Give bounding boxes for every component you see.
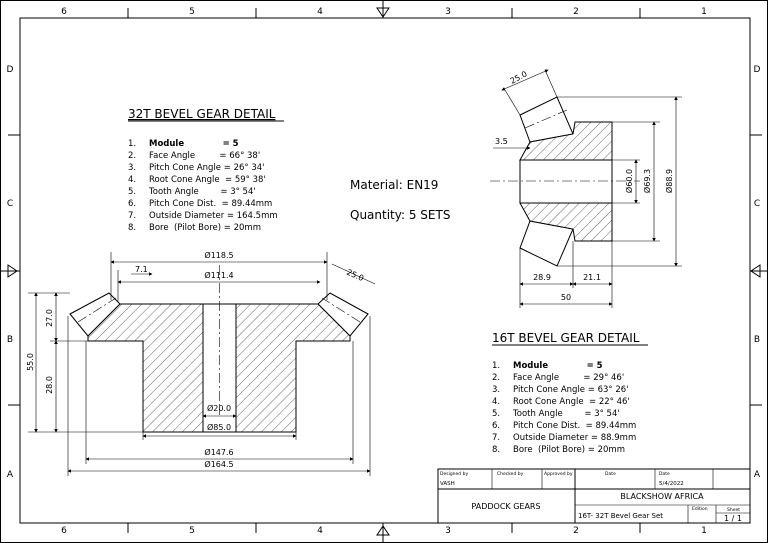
gear32-dim-d147: Ø147.6 xyxy=(204,448,234,457)
sheet-value: 1 / 1 xyxy=(724,514,742,523)
designed-by-label: Designed by xyxy=(440,472,469,477)
gear16-spec-num: 4. xyxy=(492,397,501,407)
gear16-dim-d600: Ø60.0 xyxy=(625,168,634,194)
gear16-dim-w211: 21.1 xyxy=(583,273,601,282)
gear16-spec-num: 6. xyxy=(492,421,501,431)
top-col-2: 2 xyxy=(573,7,579,17)
top-col-5: 5 xyxy=(189,7,195,17)
gear32-dim-d111: Ø111.4 xyxy=(204,271,234,280)
material-label: Material: EN19 xyxy=(350,178,439,192)
gear32-spec-num: 7. xyxy=(128,211,137,221)
gear32-spec-text: Bore (Pilot Bore) = 20mm xyxy=(149,223,261,233)
date2-label: Date xyxy=(659,472,670,477)
right-row-a: A xyxy=(753,470,761,480)
gear32-dim-d164: Ø164.5 xyxy=(204,460,234,469)
gear32-dim-slant: 25.0 xyxy=(345,267,366,284)
gear16-spec-text: Pitch Cone Dist. = 89.44mm xyxy=(513,421,637,431)
gear32-spec-num: 5. xyxy=(128,187,137,197)
gear16-spec-text: Outside Diameter = 88.9mm xyxy=(513,433,637,443)
gear32-dim-offset: 7.1 xyxy=(135,265,148,274)
gear32-dim-d118: Ø118.5 xyxy=(204,251,234,260)
right-row-b: B xyxy=(753,335,761,345)
gear16-spec-num: 1. xyxy=(492,361,501,371)
gear16-spec-num: 8. xyxy=(492,445,501,455)
right-row-d: D xyxy=(753,65,761,75)
client-name: BLACKSHOW AFRICA xyxy=(620,492,704,501)
approved-by-label: Approved by xyxy=(544,472,573,477)
date-label: Date xyxy=(605,472,616,477)
designed-by-value: VASH xyxy=(440,481,455,487)
gear16-spec-num: 5. xyxy=(492,409,501,419)
gear16-title: 16T BEVEL GEAR DETAIL xyxy=(492,331,640,345)
gear32-spec-text: Face Angle = 66° 38' xyxy=(149,151,261,161)
left-row-b: B xyxy=(6,335,14,345)
gear32-spec-text: Tooth Angle = 3° 54' xyxy=(149,187,256,197)
gear32-dim-h55: 55.0 xyxy=(26,353,35,371)
edition-label: Edition xyxy=(692,507,708,512)
part-name: 16T- 32T Bevel Gear Set xyxy=(578,512,664,520)
gear32-spec-num: 8. xyxy=(128,223,137,233)
gear16-spec-num: 2. xyxy=(492,373,501,383)
bottom-col-4: 4 xyxy=(317,526,323,536)
gear16-spec-num: 7. xyxy=(492,433,501,443)
gear16-bore xyxy=(520,160,612,203)
top-col-6: 6 xyxy=(61,7,67,17)
gear16-spec-text: Tooth Angle = 3° 54' xyxy=(513,409,620,419)
top-col-3: 3 xyxy=(445,7,451,17)
gear32-section-view xyxy=(26,250,375,476)
bottom-col-5: 5 xyxy=(189,526,195,536)
gear16-dim-w289: 28.9 xyxy=(533,273,551,282)
top-col-1: 1 xyxy=(701,7,707,17)
gear32-spec-block xyxy=(128,107,284,233)
left-row-d: D xyxy=(6,65,14,75)
gear16-spec-text: Bore (Pilot Bore) = 20mm xyxy=(513,445,625,455)
gear32-spec-text: Module = 5 xyxy=(149,139,239,149)
bottom-col-2: 2 xyxy=(573,526,579,536)
gear32-dim-hub: Ø85.0 xyxy=(206,423,232,432)
left-row-a: A xyxy=(6,470,14,480)
gear16-dim-t35: 3.5 xyxy=(495,137,508,146)
title-block xyxy=(438,469,750,523)
bottom-col-1: 1 xyxy=(701,526,707,536)
gear32-body-left xyxy=(88,304,203,432)
gear32-title: 32T BEVEL GEAR DETAIL xyxy=(128,107,276,121)
quantity-label: Quantity: 5 SETS xyxy=(350,208,451,222)
gear16-spec-block xyxy=(492,331,648,455)
right-row-c: C xyxy=(753,199,761,209)
gear16-spec-text: Module = 5 xyxy=(513,361,603,371)
gear32-dim-h27: 27.0 xyxy=(45,309,54,327)
gear16-dim-d693: Ø69.3 xyxy=(643,168,652,194)
company-name: PADDOCK GEARS xyxy=(471,502,541,511)
gear16-dim-d889: Ø88.9 xyxy=(665,168,674,194)
top-col-4: 4 xyxy=(317,7,323,17)
gear16-spec-text: Face Angle = 29° 46' xyxy=(513,373,625,383)
gear16-dim-slant: 25.0 xyxy=(508,69,529,86)
gear32-spec-text: Pitch Cone Dist. = 89.44mm xyxy=(149,199,273,209)
gear32-spec-num: 3. xyxy=(128,163,137,173)
gear32-spec-num: 1. xyxy=(128,139,137,149)
bottom-col-3: 3 xyxy=(445,526,451,536)
left-row-c: C xyxy=(6,199,14,209)
gear32-spec-num: 6. xyxy=(128,199,137,209)
gear16-spec-num: 3. xyxy=(492,385,501,395)
checked-by-label: Checked by xyxy=(497,472,524,477)
gear32-body-right xyxy=(236,304,350,432)
gear16-dim-w50: 50 xyxy=(560,293,572,302)
gear32-spec-num: 2. xyxy=(128,151,137,161)
gear32-spec-text: Pitch Cone Angle = 26° 34' xyxy=(149,163,265,173)
date-value: 5/4/2022 xyxy=(659,481,684,487)
gear16-spec-text: Root Cone Angle = 22° 46' xyxy=(513,397,630,407)
gear32-spec-text: Root Cone Angle = 59° 38' xyxy=(149,175,266,185)
bottom-col-6: 6 xyxy=(61,526,67,536)
gear32-spec-num: 4. xyxy=(128,175,137,185)
sheet-label: Sheet xyxy=(727,508,741,513)
gear32-dim-bore: Ø20.0 xyxy=(206,404,232,413)
gear16-section-view xyxy=(490,69,682,308)
gear16-spec-text: Pitch Cone Angle = 63° 26' xyxy=(513,385,629,395)
gear32-spec-text: Outside Diameter = 164.5mm xyxy=(149,211,278,221)
gear32-dim-h28: 28.0 xyxy=(45,376,54,394)
